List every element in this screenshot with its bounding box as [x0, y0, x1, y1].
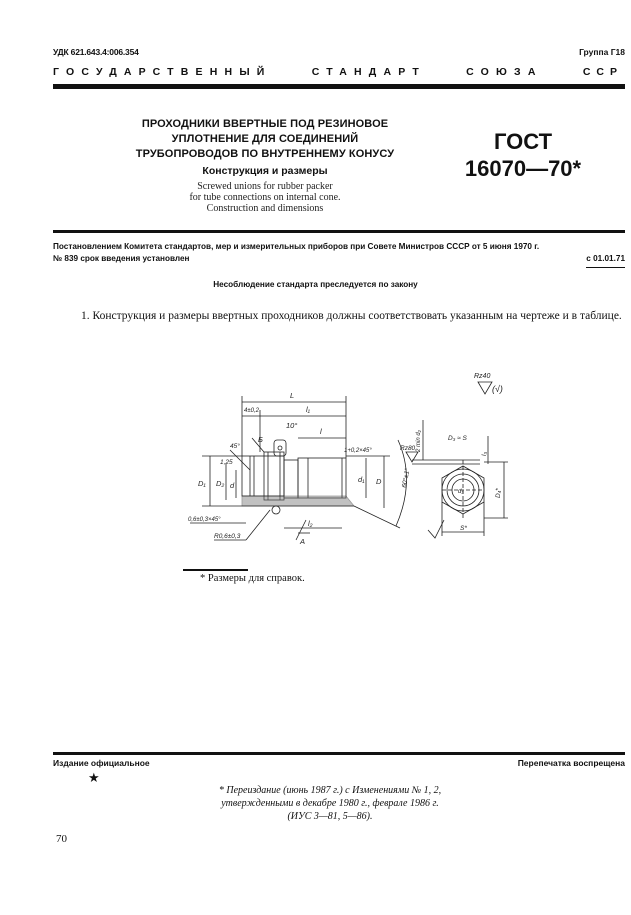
footer-rule — [53, 752, 625, 755]
label-rz-check: (√) — [492, 384, 503, 394]
header-rule — [53, 84, 625, 89]
body-left — [242, 456, 284, 496]
label-B: Б — [258, 435, 263, 444]
star-icon: ★ — [88, 770, 100, 785]
footnote: * Размеры для справок. — [200, 573, 305, 584]
label-angle-60: 60°±1° — [401, 467, 412, 489]
drawing-svg — [180, 360, 520, 560]
label-min-d2: 2 min d₂ — [416, 430, 422, 452]
decree-line: Постановлением Комитета стандартов, мер и измерительных приборов при Совете Министров СССР от 5 июня 1970 г. — [53, 242, 540, 251]
title-line: ПРОХОДНИКИ ВВЕРТНЫЕ ПОД РЕЗИНОВОЕ — [141, 118, 389, 130]
label-l3: l₃ — [481, 451, 488, 456]
group-code: Группа Г18 — [579, 47, 625, 57]
label-S: S* — [460, 525, 467, 532]
label-rz40: Rz40 — [474, 373, 491, 380]
decree-line: № 839 срок введения установлен — [53, 254, 190, 263]
gost-number: 16070—70* — [464, 156, 582, 181]
label-d3: d₃ — [458, 489, 464, 495]
title-block — [120, 117, 410, 214]
title-line: ТРУБОПРОВОДОВ ПО ВНУТРЕННЕМУ КОНУСУ — [135, 148, 395, 160]
title-en — [120, 181, 410, 214]
label-tol-4: 4±0,2 — [244, 408, 259, 414]
effective-date: с 01.01.71 — [586, 253, 625, 268]
title-ru — [120, 117, 410, 162]
paragraph-1 — [53, 309, 623, 324]
subtitle-ru: Конструкция и размеры — [202, 165, 328, 177]
reissue-note — [180, 784, 480, 823]
decree-block — [53, 241, 625, 268]
label-l2: l₂ — [308, 519, 313, 528]
label-angle-45: 45° — [230, 443, 240, 450]
label-chamfer-top: 1+0,2×45° — [344, 448, 372, 454]
label-chamfer-bot: 0,6±0,3×45° — [188, 517, 221, 523]
label-l: l — [320, 427, 322, 436]
udk-code: УДК 621.643.4:006.354 — [53, 47, 139, 57]
law-notice: Несоблюдение стандарта преследуется по закону — [213, 280, 418, 289]
reissue-line: (ИУС 3—81, 5—86). — [287, 811, 373, 822]
reprint-notice: Перепечатка воспрещена — [517, 758, 625, 768]
title-line: УПЛОТНЕНИЕ ДЛЯ СОЕДИНЕНИЙ — [171, 133, 359, 145]
reissue-line: * Переиздание (июнь 1987 г.) с Изменениями № 1, 2, — [218, 785, 442, 796]
footnote-rule — [183, 569, 248, 571]
label-D4: D₄* — [495, 488, 502, 498]
banner-word: ССР — [582, 66, 623, 78]
standard-banner — [53, 66, 623, 78]
label-angle-10: 10° — [286, 421, 298, 430]
label-D3: D₃ ≈ S — [448, 435, 467, 442]
title-en-line: for tube connections on internal cone. — [189, 192, 341, 203]
label-D2: D₂ — [216, 479, 225, 488]
title-en-line: Construction and dimensions — [206, 203, 324, 214]
label-radius: R0,6±0,3 — [214, 533, 241, 540]
page-number: 70 — [56, 833, 67, 845]
title-rule — [53, 230, 625, 233]
label-d1: d₁ — [358, 475, 365, 484]
title-en-line: Screwed unions for rubber packer — [197, 181, 333, 192]
label-125: 1,25 — [220, 459, 233, 466]
gost-designation — [448, 128, 598, 182]
label-rz80: Rz80 — [400, 445, 416, 452]
banner-word: СОЮЗА — [466, 66, 543, 78]
official-edition: Издание официальное — [53, 758, 150, 768]
banner-word: ГОСУДАРСТВЕННЫЙ — [53, 66, 272, 78]
label-l1: l₁ — [306, 405, 311, 414]
label-D1: D₁ — [198, 479, 206, 488]
label-L: L — [290, 391, 295, 400]
reissue-line: утвержденными в декабре 1980 г., феврале 1986 г. — [221, 798, 439, 809]
label-D: D — [376, 477, 382, 486]
label-A: А — [300, 537, 306, 546]
technical-drawing — [180, 360, 520, 560]
banner-word: СТАНДАРТ — [311, 66, 426, 78]
paragraph-text: 1. Конструкция и размеры ввертных проходников должны соответствовать указанным на чертеже и в таблице. — [81, 310, 622, 322]
gost-label: ГОСТ — [493, 129, 553, 154]
label-d: d — [230, 481, 235, 490]
